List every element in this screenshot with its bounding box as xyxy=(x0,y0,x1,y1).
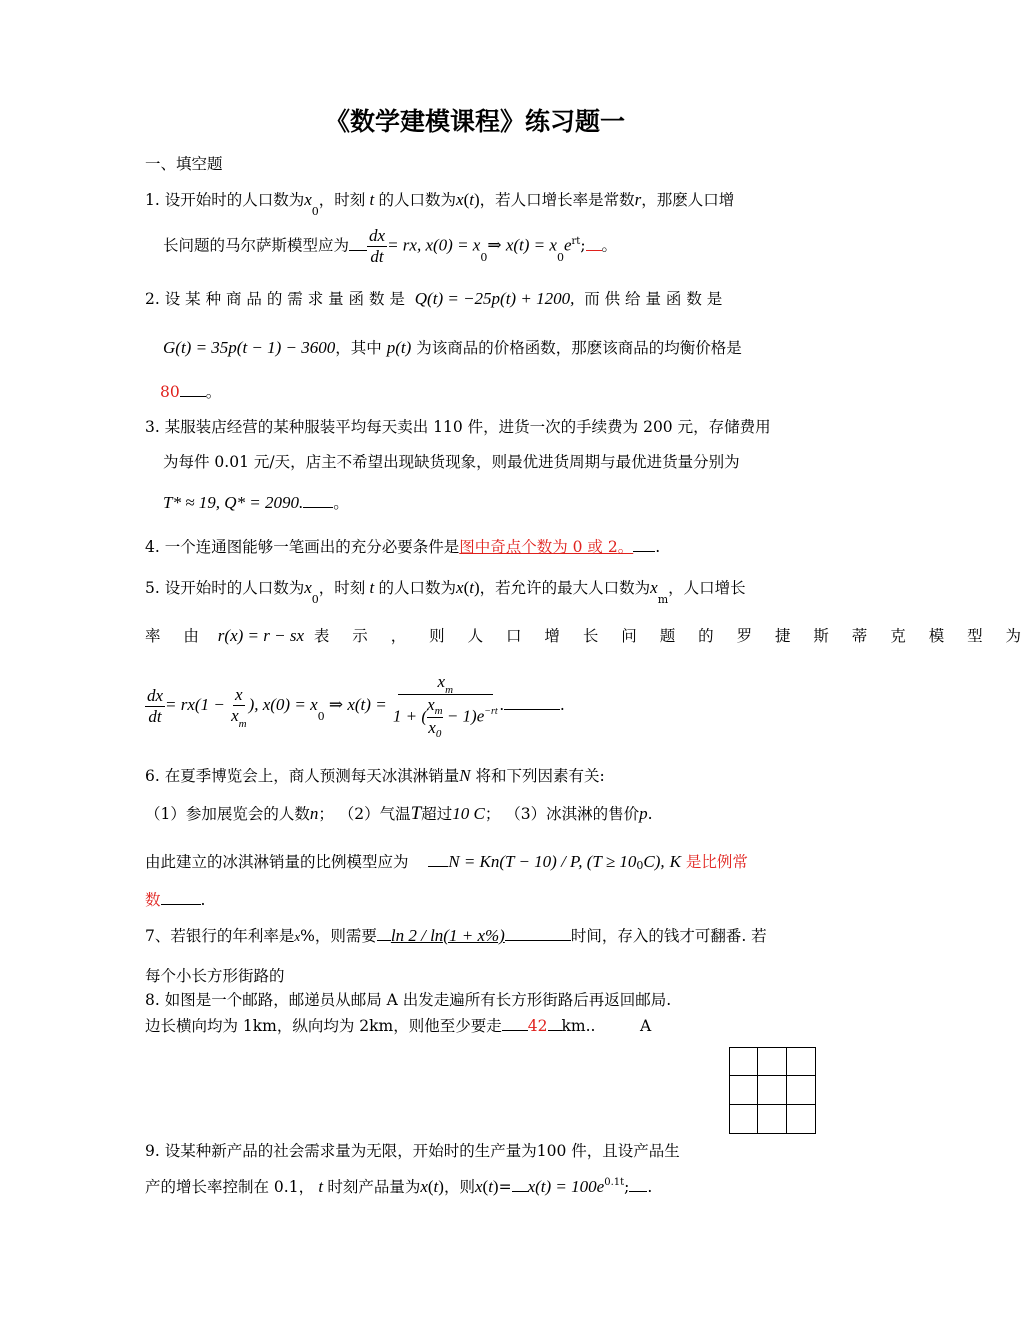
q3-line1: 3. 某服装店经营的某种服装平均每天卖出 110 件，进货一次的手续费为 200 元，存储费用 xyxy=(145,418,771,436)
q9-line1: 9. 设某种新产品的社会需求量为无限，开始时的生产量为100 件，且设产品生 xyxy=(145,1142,680,1160)
q2-line1: 2. 设 某 种 商 品 的 需 求 量 函 数 是 Q(t) = −25p(t) + 1200, 而 供 给 量 函 数 是 xyxy=(145,289,723,308)
q6-answer: N = Kn(T − 10) / P, (T ≥ 10 xyxy=(448,852,637,871)
q5-line2: 率 由 r(x) = r − sx 表 示 ， 则 人 口 增 长 问 题 的 罗 捷 斯 蒂 克 模 型 为 xyxy=(145,626,1030,645)
q4-line: 4. 一个连通图能够一笔画出的充分必要条件是图中奇点个数为 0 或 2。 . xyxy=(145,538,661,556)
q6-model-line: 由此建立的冰淇淋销量的比例模型应为 N = Kn(T − 10) / P, (T ≥ 100C), K 是比例常 xyxy=(145,852,748,872)
q3-answer: T* ≈ 19, Q* = 2090. xyxy=(163,493,304,512)
q1-answer: = rx, x(0) = x xyxy=(387,235,481,255)
q3-line2: 为每件 0.01 元/天，店主不希望出现缺货现象，则最优进货周期与最优进货量分别为 xyxy=(163,453,740,471)
q7-line2: 每个小长方形街路的 xyxy=(145,967,285,985)
q5-line1: 5. 设开始时的人口数为$x_0$，时刻 t 的人口数为x(t)，若允许的最大人口数为$x_m$，人口增长 xyxy=(145,578,746,606)
q1-line2: 长问题的马尔萨斯模型应为 $\frac{dx}{dt}$ = rx, $x(0) = x_0\Rightarrow$ $x(t) = x_0e^{rt}$; 。 xyxy=(163,226,618,266)
q9-line2: 产的增长率控制在 0.1， t 时刻产品量为x(t)，则$x(t)= x(t) = 100e^{0.1t}$; . xyxy=(145,1177,653,1196)
q2-line2: G(t) = 35p(t − 1) − 3600，其中 p(t) 为该商品的价格函数，那麽该商品的均衡价格是 xyxy=(163,338,742,357)
section-heading: 一、填空题 xyxy=(145,155,223,173)
q6-line1: 6. 在夏季博览会上，商人预测每天冰淇淋销量N 将和下列因素有关: xyxy=(145,766,605,785)
q1-derivative: $\frac{dx}{dt}$ xyxy=(369,226,386,266)
q8-line2: 边长横向均为 1km，纵向均为 2km，则他至少要走 42 km.. xyxy=(145,1017,596,1035)
q2-answer-line: 80 。 xyxy=(160,383,222,401)
post-office-label: A xyxy=(640,1017,652,1035)
q7-line1: 7、若银行的年利率是x%，则需要 ln 2 / ln(1 + x%) 时间，存入的钱才可翻番. 若 xyxy=(145,926,767,945)
postal-route-grid xyxy=(729,1047,816,1134)
q9-answer: x(t) = 100e xyxy=(527,1177,605,1196)
q1-line1: 1. 设开始时的人口数为$x_0$，时刻 t 的人口数为x(t)，若人口增长率是常数r，那麽人口增 xyxy=(145,190,735,218)
q6-answer-cont: 数 . xyxy=(145,891,206,909)
q8-line1: 8. 如图是一个邮路，邮递员从邮局 A 出发走遍所有长方形街路后再返回邮局. xyxy=(145,991,672,1009)
q8-answer: 42 xyxy=(527,1017,548,1035)
page-title: 《数学建模课程》练习题一 xyxy=(324,107,625,136)
q5-logistic-model: $\frac{dx}{dt}$ = rx(1 − $\frac{x}{x_m}$ ), $x(0) = x_0$ ⇒ x(t) = $x_m$ 1 + ( $\frac{x_m}{x_0}$ − $1)e^{-rt}$ . . xyxy=(147,672,565,740)
q3-answer-line: T* ≈ 19, Q* = 2090. 。 xyxy=(163,493,349,512)
q4-answer: 图中奇点个数为 0 或 2 xyxy=(459,538,618,556)
q7-answer: ln 2 / ln(1 + x%) xyxy=(390,926,505,945)
q6-factors: （1）参加展览会的人数n； （2）气温T超过10 C； （3）冰淇淋的售价p. xyxy=(145,803,653,824)
q2-answer: 80 xyxy=(160,383,180,401)
